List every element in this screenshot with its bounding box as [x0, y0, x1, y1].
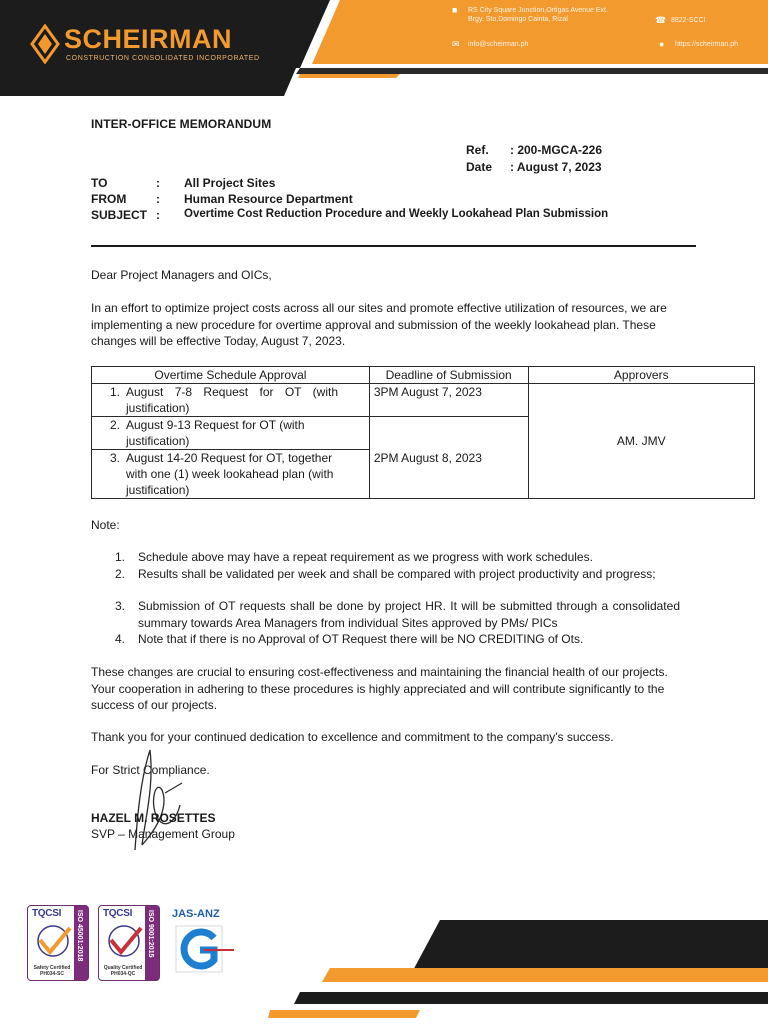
note-number: 2. — [115, 567, 126, 581]
from-colon: : — [156, 192, 160, 206]
tqcsi-label: TQCSI — [103, 908, 133, 919]
subject-label: SUBJECT — [91, 208, 148, 222]
header-divider — [91, 245, 696, 247]
table-header-cell: Overtime Schedule Approval — [92, 367, 370, 384]
email-address[interactable]: info@scheirman.ph — [468, 41, 529, 48]
table-header-row — [92, 367, 755, 384]
greeting: Dear Project Managers and OICs, — [91, 268, 272, 282]
row-number: 2. — [109, 418, 120, 432]
address-line-2: Brgy. Sto.Domingo Cainta, Rizal — [468, 16, 568, 23]
ref-label: Ref. — [466, 143, 489, 157]
website-block — [659, 40, 738, 49]
list-item — [115, 598, 680, 631]
note-text: Submission of OT requests shall be done by project HR. It will be submitted through a consolidated summary towards Area Managers from individual Sites approved by PMs/ PICs — [138, 599, 680, 630]
jas-anz-label: JAS-ANZ — [172, 908, 220, 920]
iso-9001-certification — [98, 905, 160, 981]
row-number: 3. — [109, 451, 120, 465]
table-cell — [92, 450, 370, 499]
phone-icon: ☎ — [655, 15, 667, 25]
signatory-name: HAZEL M. ROSETTES — [91, 811, 216, 825]
memo-title: INTER-OFFICE MEMORANDUM — [91, 117, 272, 131]
table-cell: 3PM August 7, 2023 — [369, 384, 528, 417]
to-label: TO — [91, 176, 108, 190]
cert-line-1: Quality Certified — [103, 965, 143, 971]
signatory-position: SVP – Management Group — [91, 827, 235, 841]
table-cell — [92, 384, 370, 417]
note-text: Results shall be validated per week and shall be compared with project productivity and progress; — [138, 567, 656, 581]
from-label: FROM — [91, 192, 127, 206]
company-logo-icon — [30, 24, 60, 64]
approver-cell: AM. JMV — [528, 384, 754, 499]
list-item — [115, 631, 680, 648]
iso-standard-label: ISO 9001:2015 — [147, 910, 154, 958]
table-row — [92, 384, 755, 417]
checkmark-globe-icon — [105, 924, 143, 958]
tqcsi-label: TQCSI — [32, 908, 62, 919]
table-cell — [92, 417, 370, 450]
row-number: 1. — [109, 385, 120, 399]
company-tagline: CONSTRUCTION CONSOLIDATED INCORPORATED — [66, 55, 260, 62]
to-value: All Project Sites — [184, 176, 276, 190]
note-label: Note: — [91, 518, 120, 532]
row-item: August 14-20 Request for OT, together with one (1) week lookahead plan (with justification) — [126, 451, 334, 497]
phone-block — [655, 16, 706, 25]
email-block — [452, 40, 528, 49]
row-item: August 9-13 Request for OT (with justification) — [126, 418, 305, 448]
note-text: Schedule above may have a repeat requirement as we progress with work schedules. — [138, 550, 593, 564]
note-number: 1. — [115, 550, 126, 564]
website-url[interactable]: https://scheirman.ph — [675, 41, 739, 48]
table-header-cell: Deadline of Submission — [369, 367, 528, 384]
table-header-cell: Approvers — [528, 367, 754, 384]
cert-line-2: PH034-QC — [110, 971, 136, 977]
building-icon: ■ — [452, 5, 458, 15]
list-item — [115, 566, 680, 583]
phone-number: 8822-SCCI — [671, 17, 706, 24]
list-item — [115, 549, 680, 566]
compliance-line: For Strict Compliance. — [91, 763, 210, 777]
overtime-schedule-table — [91, 366, 755, 499]
cert-line-2: PH034-SC — [40, 971, 64, 977]
company-name: SCHEIRMAN — [64, 24, 233, 54]
jas-anz-logo-icon — [174, 924, 236, 974]
email-icon: ✉ — [452, 39, 460, 49]
address-line-1: RS City Square Junction,Ortigas Avenue Ext. — [468, 7, 608, 14]
intro-paragraph: In an effort to optimize project costs across all our sites and promote effective utilization of resources, we are implementing a new procedure for overtime approval and submission of the weekly lookahead plan. These changes will be effective Today, August 7, 2023. — [91, 301, 667, 348]
subject-colon: : — [156, 208, 160, 222]
subject-value: Overtime Cost Reduction Procedure and Weekly Lookahead Plan Submission — [184, 208, 609, 220]
address-block — [452, 6, 608, 24]
ref-value: : 200-MGCA-226 — [510, 143, 603, 157]
closing-paragraph: These changes are crucial to ensuring cost-effectiveness and maintaining the financial health of our projects. Your cooperation in adhering to these procedures is highly appreciated and will contribute significantly to the success of our projects. — [91, 665, 668, 712]
iso-standard-label: ISO 45001:2018 — [76, 910, 83, 962]
note-text: Note that if there is no Approval of OT Request there will be NO CREDITING of Ots. — [138, 632, 584, 646]
from-value: Human Resource Department — [184, 192, 353, 206]
date-label: Date — [466, 160, 493, 174]
date-value: : August 7, 2023 — [510, 160, 602, 174]
note-number: 3. — [115, 599, 126, 613]
thanks-line: Thank you for your continued dedication to excellence and commitment to the company's success. — [91, 730, 614, 744]
to-colon: : — [156, 176, 160, 190]
checkmark-globe-icon — [34, 924, 72, 958]
cert-line-1: Safety Certified — [33, 965, 71, 971]
iso-45001-certification — [27, 905, 89, 981]
table-cell: 2PM August 8, 2023 — [369, 417, 528, 499]
letterhead — [0, 0, 768, 100]
note-number: 4. — [115, 632, 126, 646]
row-item: August 7-8 Request for OT (with justification) — [126, 385, 338, 415]
globe-icon: ● — [659, 39, 665, 49]
